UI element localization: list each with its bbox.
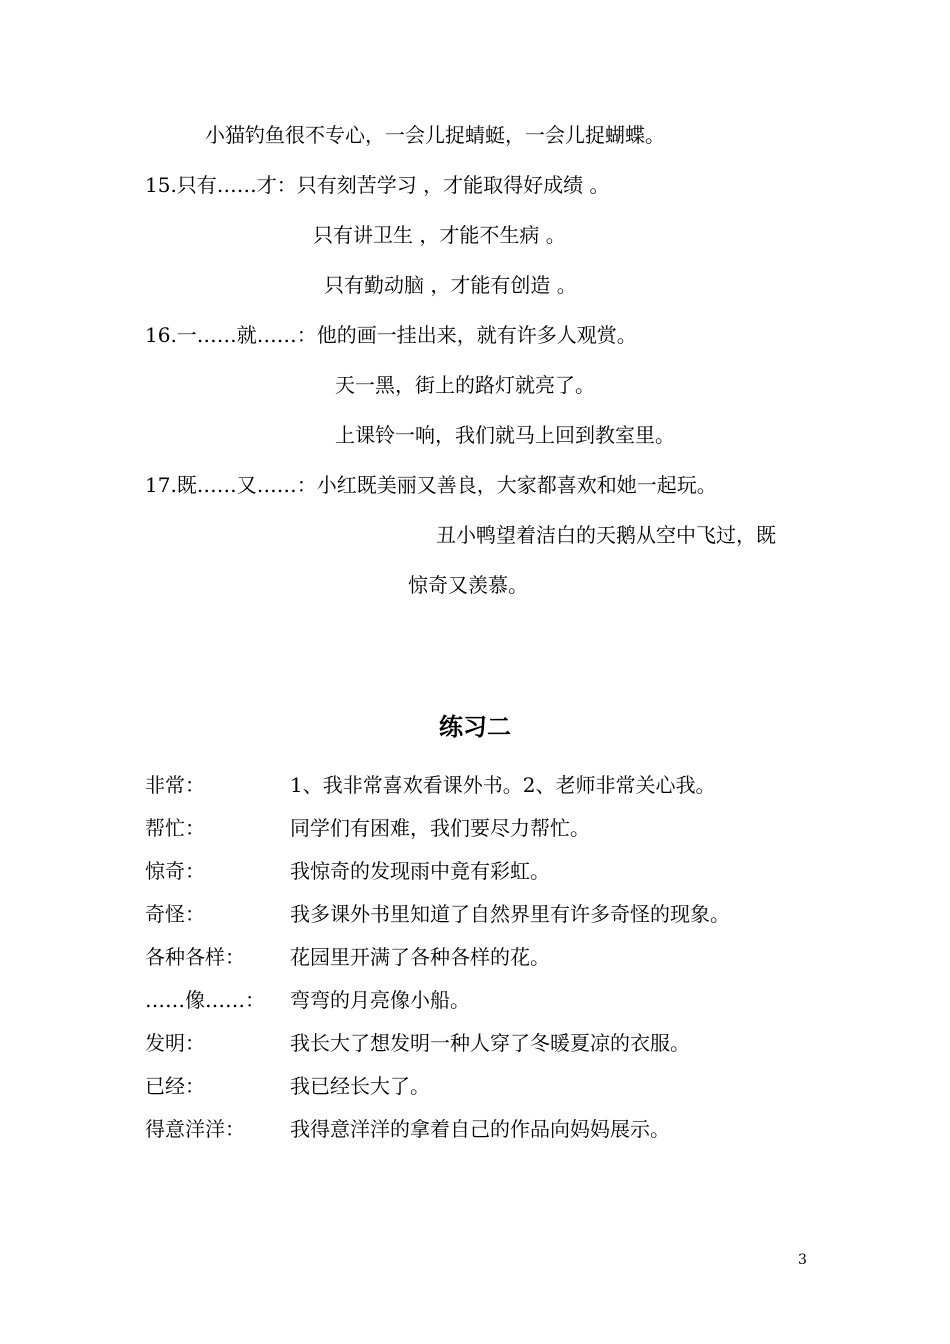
example-line: 只有讲卫生 ，才能不生病 。 xyxy=(313,223,566,247)
example-line: 上课铃一响，我们就马上回到教室里。 xyxy=(335,423,675,447)
example-line: 丑小鸭望着洁白的天鹅从空中飞过，既 xyxy=(436,523,776,547)
example-line: 惊奇又羡慕。 xyxy=(408,573,528,597)
example-sentence: 我惊奇的发现雨中竟有彩虹。 xyxy=(290,859,550,883)
vocabulary-word: 发明： xyxy=(145,1031,205,1055)
example-sentence: 弯弯的月亮像小船。 xyxy=(290,988,470,1012)
example-sentence: 我已经长大了。 xyxy=(290,1074,430,1098)
vocabulary-word: 非常： xyxy=(145,773,205,797)
example-sentence: 我多课外书里知道了自然界里有许多奇怪的现象。 xyxy=(290,902,730,926)
vocabulary-word: 得意洋洋： xyxy=(145,1117,245,1141)
example-sentence: 我得意洋洋的拿着自己的作品向妈妈展示。 xyxy=(290,1117,670,1141)
example-line: 只有勤动脑 ，才能有创造 。 xyxy=(324,273,577,297)
vocabulary-word: 奇怪： xyxy=(145,902,205,926)
page-number: 3 xyxy=(798,1252,807,1268)
vocabulary-word: 各种各样： xyxy=(145,945,245,969)
example-line: 17.既……又……：小红既美丽又善良，大家都喜欢和她一起玩。 xyxy=(145,473,717,497)
example-sentence: 我长大了想发明一种人穿了冬暖夏凉的衣服。 xyxy=(290,1031,690,1055)
example-sentence: 花园里开满了各种各样的花。 xyxy=(290,945,550,969)
example-line: 16.一……就……：他的画一挂出来，就有许多人观赏。 xyxy=(145,323,637,347)
vocabulary-word: ……像……： xyxy=(145,988,265,1012)
vocabulary-word: 已经： xyxy=(145,1074,205,1098)
vocabulary-word: 惊奇： xyxy=(145,859,205,883)
example-line: 15.只有……才：只有刻苦学习 ，才能取得好成绩 。 xyxy=(145,173,610,197)
example-sentence: 同学们有困难，我们要尽力帮忙。 xyxy=(290,816,590,840)
example-line: 天一黑，街上的路灯就亮了。 xyxy=(335,373,595,397)
section-title: 练习二 xyxy=(439,713,511,741)
example-sentence: 1、我非常喜欢看课外书。2、老师非常关心我。 xyxy=(290,773,716,797)
example-line: 小猫钓鱼很不专心，一会儿捉蜻蜓，一会儿捉蝴蝶。 xyxy=(205,123,665,147)
vocabulary-word: 帮忙： xyxy=(145,816,205,840)
